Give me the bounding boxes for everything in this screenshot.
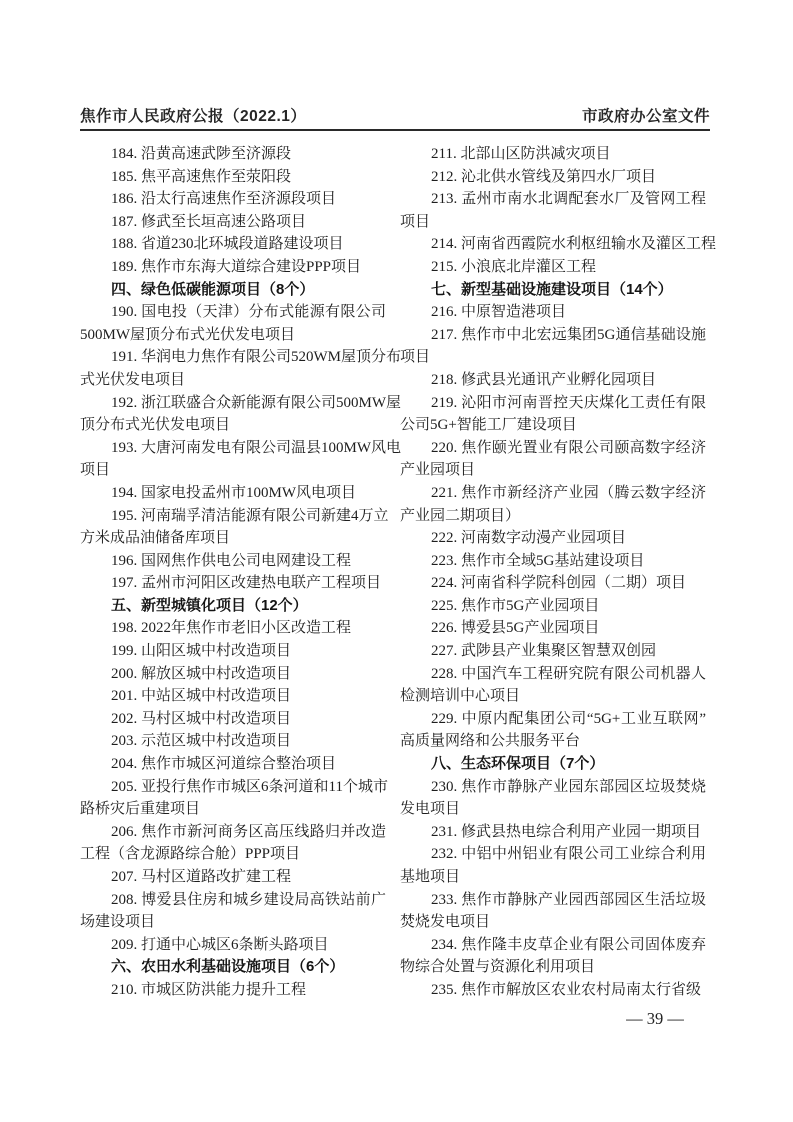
project-item: 212. 沁北供水管线及第四水厂项目 — [431, 168, 657, 185]
header-doc-category: 市政府办公室文件 — [581, 108, 710, 125]
project-item: 211. 北部山区防洪减灾项目 — [431, 146, 611, 162]
project-item: 205. 亚投行焦作市城区6条河道和11个城市 — [111, 778, 388, 795]
project-item: 189. 焦作市东海大道综合建设PPP项目 — [111, 258, 362, 275]
project-item-continuation: 公司5G+智能工厂建设项目 — [400, 417, 577, 434]
column-right — [400, 143, 717, 1002]
project-item: 228. 中国汽车工程研究院有限公司机器人 — [431, 665, 706, 682]
section-heading: 七、新型基础设施建设项目（14个） — [431, 280, 673, 298]
project-item-continuation: 物综合处置与资源化利用项目 — [400, 959, 596, 976]
section-heading: 六、农田水利基础设施项目（6个） — [111, 958, 345, 976]
section-heading: 四、绿色低碳能源项目（8个） — [111, 280, 315, 298]
project-item: 223. 焦作市全域5G基站建设项目 — [431, 552, 645, 569]
project-item-continuation: 项目 — [400, 213, 431, 230]
project-item: 218. 修武县光通讯产业孵化园项目 — [431, 371, 657, 388]
project-item: 227. 武陟县产业集聚区智慧双创园 — [431, 643, 657, 660]
project-item: 219. 沁阳市河南晋控天庆煤化工责任有限 — [431, 394, 706, 411]
project-item: 184. 沿黄高速武陟至济源段 — [111, 146, 292, 162]
project-item: 201. 中站区城中村改造项目 — [111, 688, 292, 705]
project-item-continuation: 发电项目 — [400, 801, 461, 818]
column-left — [80, 143, 401, 1002]
project-item: 199. 山阳区城中村改造项目 — [111, 643, 292, 660]
project-item-continuation: 项目 — [80, 462, 111, 479]
project-item: 222. 河南数字动漫产业园项目 — [431, 530, 627, 547]
project-item: 224. 河南省科学院科创园（二期）项目 — [431, 575, 687, 592]
project-item: 208. 博爱县住房和城乡建设局高铁站前广 — [111, 891, 386, 908]
project-item-continuation: 路桥灾后重建项目 — [80, 801, 201, 818]
project-item-continuation: 方米成品油储备库项目 — [80, 530, 231, 547]
project-item-continuation: 500MW屋顶分布式光伏发电项目 — [80, 326, 295, 343]
project-item-continuation: 检测培训中心项目 — [400, 688, 521, 705]
project-item: 207. 马村区道路改扩建工程 — [111, 869, 292, 885]
project-item: 213. 孟州市南水北调配套水厂及管网工程 — [431, 191, 706, 208]
project-item: 186. 沿太行高速焦作至济源段项目 — [111, 191, 337, 208]
project-item-continuation: 项目 — [400, 349, 431, 366]
header-publication-title: 焦作市人民政府公报（2022.1） — [80, 108, 307, 125]
project-item: 198. 2022年焦作市老旧小区改造工程 — [111, 620, 352, 637]
project-item-continuation: 产业园二期项目） — [400, 507, 521, 524]
project-item: 190. 国电投（天津）分布式能源有限公司 — [111, 304, 386, 321]
project-item: 197. 孟州市河阳区改建热电联产工程项目 — [111, 575, 382, 592]
project-item-continuation: 高质量网络和公共服务平台 — [400, 733, 581, 750]
project-item: 220. 焦作颐光置业有限公司颐高数字经济 — [431, 439, 706, 456]
project-item: 230. 焦作市静脉产业园东部园区垃圾焚烧 — [431, 778, 706, 795]
project-item: 191. 华润电力焦作有限公司520WM屋顶分布 — [111, 349, 401, 366]
project-item: 204. 焦作市城区河道综合整治项目 — [111, 756, 337, 773]
project-item: 214. 河南省西霞院水利枢纽输水及灌区工程 — [431, 236, 717, 253]
page-number: — 39 — — [626, 1009, 684, 1028]
project-item: 206. 焦作市新河商务区高压线路归并改造 — [111, 823, 386, 840]
section-heading: 五、新型城镇化项目（12个） — [111, 596, 308, 614]
project-item: 194. 国家电投孟州市100MW风电项目 — [111, 484, 356, 501]
project-item: 235. 焦作市解放区农业农村局南太行省级 — [431, 981, 702, 998]
project-item: 215. 小浪底北岸灌区工程 — [431, 258, 597, 275]
project-item: 216. 中原智造港项目 — [431, 304, 567, 321]
project-item: 217. 焦作市中北宏远集团5G通信基础设施 — [431, 326, 706, 343]
section-heading: 八、生态环保项目（7个） — [431, 755, 605, 773]
project-item: 200. 解放区城中村改造项目 — [111, 665, 292, 682]
project-item: 202. 马村区城中村改造项目 — [111, 710, 292, 727]
header-rule — [80, 129, 710, 131]
project-item: 188. 省道230北环城段道路建设项目 — [111, 236, 344, 253]
project-item: 232. 中铝中州铝业有限公司工业综合利用 — [431, 846, 706, 863]
project-item: 231. 修武县热电综合利用产业园一期项目 — [431, 823, 702, 840]
project-item: 225. 焦作市5G产业园项目 — [431, 597, 600, 614]
project-item: 210. 市城区防洪能力提升工程 — [111, 981, 307, 998]
project-item: 209. 打通中心城区6条断头路项目 — [111, 936, 329, 953]
project-item: 226. 博爱县5G产业园项目 — [431, 620, 600, 637]
project-item-continuation: 顶分布式光伏发电项目 — [80, 417, 231, 434]
project-item: 233. 焦作市静脉产业园西部园区生活垃圾 — [431, 891, 706, 908]
project-item: 203. 示范区城中村改造项目 — [111, 733, 292, 750]
project-item-continuation: 工程（含龙源路综合舱）PPP项目 — [80, 846, 301, 863]
project-item: 185. 焦平高速焦作至荥阳段 — [111, 168, 292, 185]
project-item-continuation: 基地项目 — [400, 869, 461, 885]
project-item: 193. 大唐河南发电有限公司温县100MW风电 — [111, 439, 401, 456]
project-item: 192. 浙江联盛合众新能源有限公司500MW屋 — [111, 394, 401, 411]
project-item: 187. 修武至长垣高速公路项目 — [111, 213, 307, 230]
project-item: 234. 焦作隆丰皮草企业有限公司固体废弃 — [431, 936, 706, 953]
project-item: 195. 河南瑞孚清洁能源有限公司新建4万立 — [111, 507, 389, 524]
project-item: 229. 中原内配集团公司“5G+工业互联网” — [431, 710, 706, 727]
page-body — [80, 143, 717, 1002]
project-item-continuation: 式光伏发电项目 — [80, 371, 186, 388]
project-item-continuation: 场建设项目 — [80, 914, 156, 931]
project-item-continuation: 产业园项目 — [400, 462, 476, 479]
project-item: 196. 国网焦作供电公司电网建设工程 — [111, 552, 352, 569]
project-item-continuation: 焚烧发电项目 — [400, 914, 491, 931]
project-item: 221. 焦作市新经济产业园（腾云数字经济 — [431, 484, 706, 501]
page-header — [80, 104, 710, 126]
